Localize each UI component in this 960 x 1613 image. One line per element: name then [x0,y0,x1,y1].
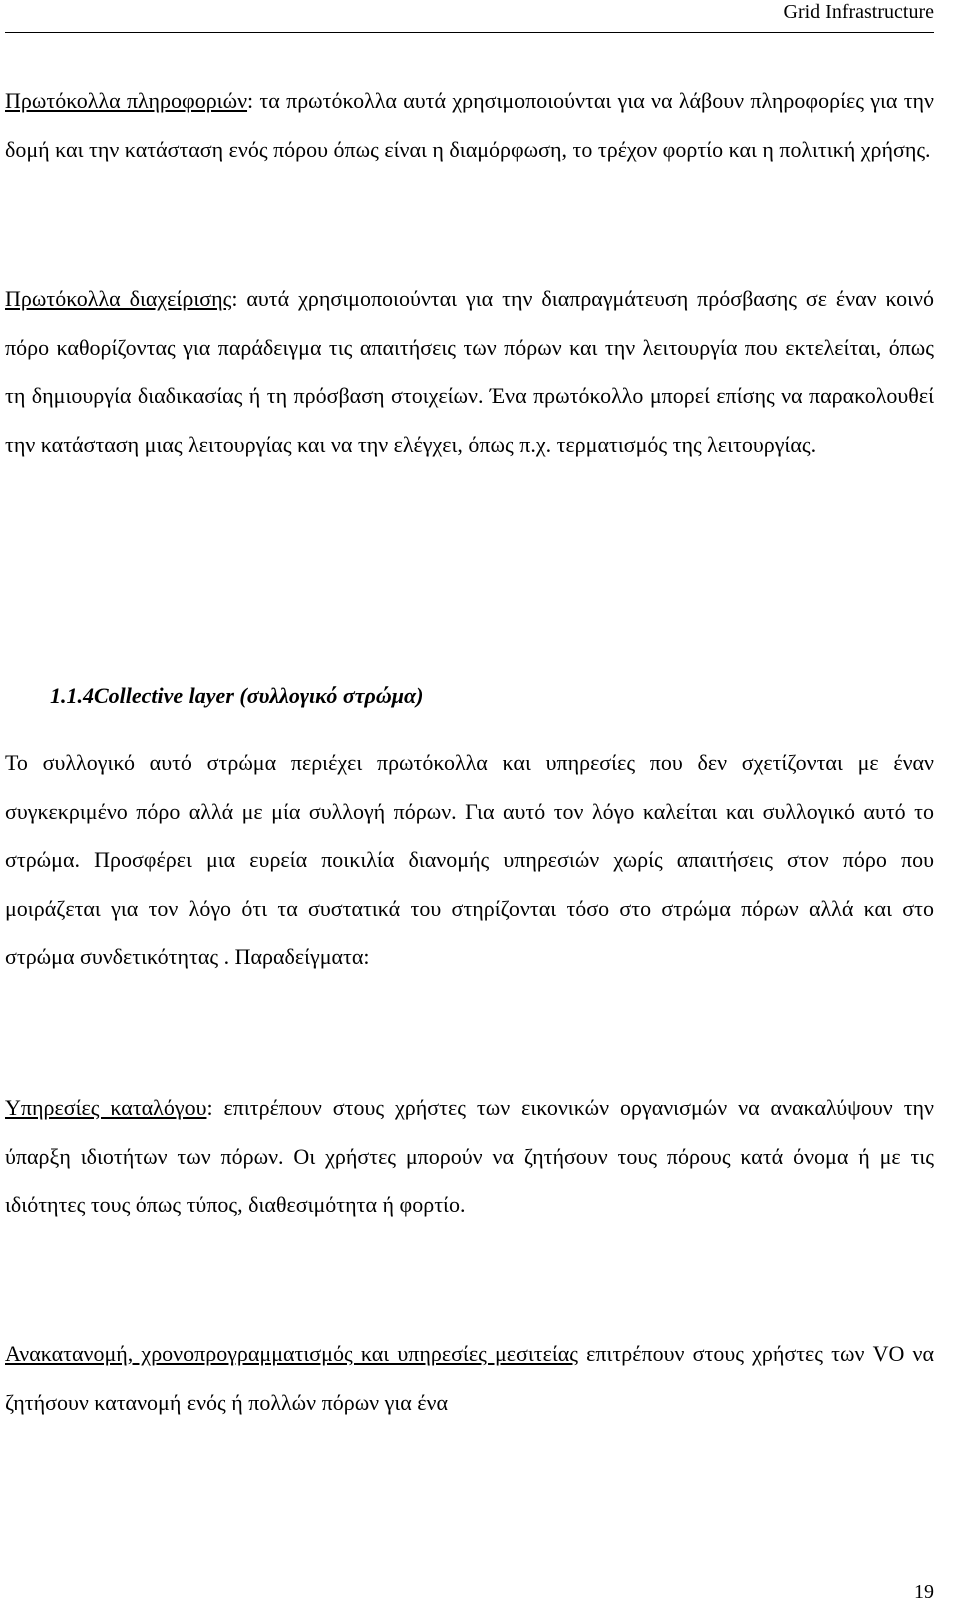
paragraph-co-allocation-services-text: επιτρέπουν στους χρήστες των VO να ζητήσουν κατανομή ενός ή πολλών πόρων για ένα [5,1341,934,1415]
term-information-protocols: Πρωτόκολλα πληροφοριών [5,88,248,113]
paragraph-information-protocols [5,77,934,174]
term-co-allocation-services: Ανακατανομή, χρονοπρογραμματισμός και υπηρεσίες μεσιτείας [5,1341,579,1366]
paragraph-directory-services-text: : επιτρέπουν στους χρήστες των εικονικών οργανισμών να ανακαλύψουν την ύπαρξη ιδιοτήτων των πόρων. Οι χρήστες μπορούν να ζητήσουν τους πόρους κατά όνομα ή με τις ιδιότητες τους όπως τύπος, διαθεσιμότητα ή φορτίο. [5,1095,934,1217]
paragraph-collective-layer-intro: Το συλλογικό αυτό στρώμα περιέχει πρωτόκολλα και υπηρεσίες που δεν σχετίζονται με έναν συγκεκριμένο πόρο αλλά με μία συλλογή πόρων. Για αυτό τον λόγο καλείται και συλλογικό αυτό το στρώμα. Προσφέρει μια ευρεία ποικιλία διανομής υπηρεσιών χωρίς απαιτήσεις στον πόρο που μοιράζεται για τον λόγο ότι τα συστατικά του στηρίζονται τόσο στο στρώμα πόρων αλλά και στο στρώμα συνδετικότητας . Παραδείγματα: [5,750,934,969]
running-header: Grid Infrastructure [783,1,934,23]
paragraph-co-allocation-services [5,1330,934,1427]
section-heading-collective-layer: 1.1.4Collective layer (συλλογικό στρώμα) [50,683,424,708]
paragraph-management-protocols-text: : αυτά χρησιμοποιούνται για την διαπραγμάτευση πρόσβασης σε έναν κοινό πόρο καθορίζοντας για παράδειγμα τις απαιτήσεις των πόρων και την λειτουργία που εκτελείται, όπως τη δημιουργία διαδικασίας ή τη πρόσβαση στοιχείων. Ένα πρωτόκολλο μπορεί επίσης να παρακολουθεί την κατάσταση μιας λειτουργίας και να την ελέγχει, όπως π.χ. τερματισμός της λειτουργίας. [5,286,934,457]
term-directory-services: Υπηρεσίες καταλόγου [5,1095,207,1120]
page-number: 19 [914,1581,934,1603]
term-management-protocols: Πρωτόκολλα διαχείρισης [5,286,232,311]
paragraph-management-protocols [5,275,934,469]
header-divider [5,32,934,33]
paragraph-information-protocols-text: : τα πρωτόκολλα αυτά χρησιμοποιούνται για να λάβουν πληροφορίες για την δομή και την κατάσταση ενός πόρου όπως είναι η διαμόρφωση, το τρέχον φορτίο και η πολιτική χρήσης. [5,88,934,162]
paragraph-directory-services [5,1084,934,1230]
